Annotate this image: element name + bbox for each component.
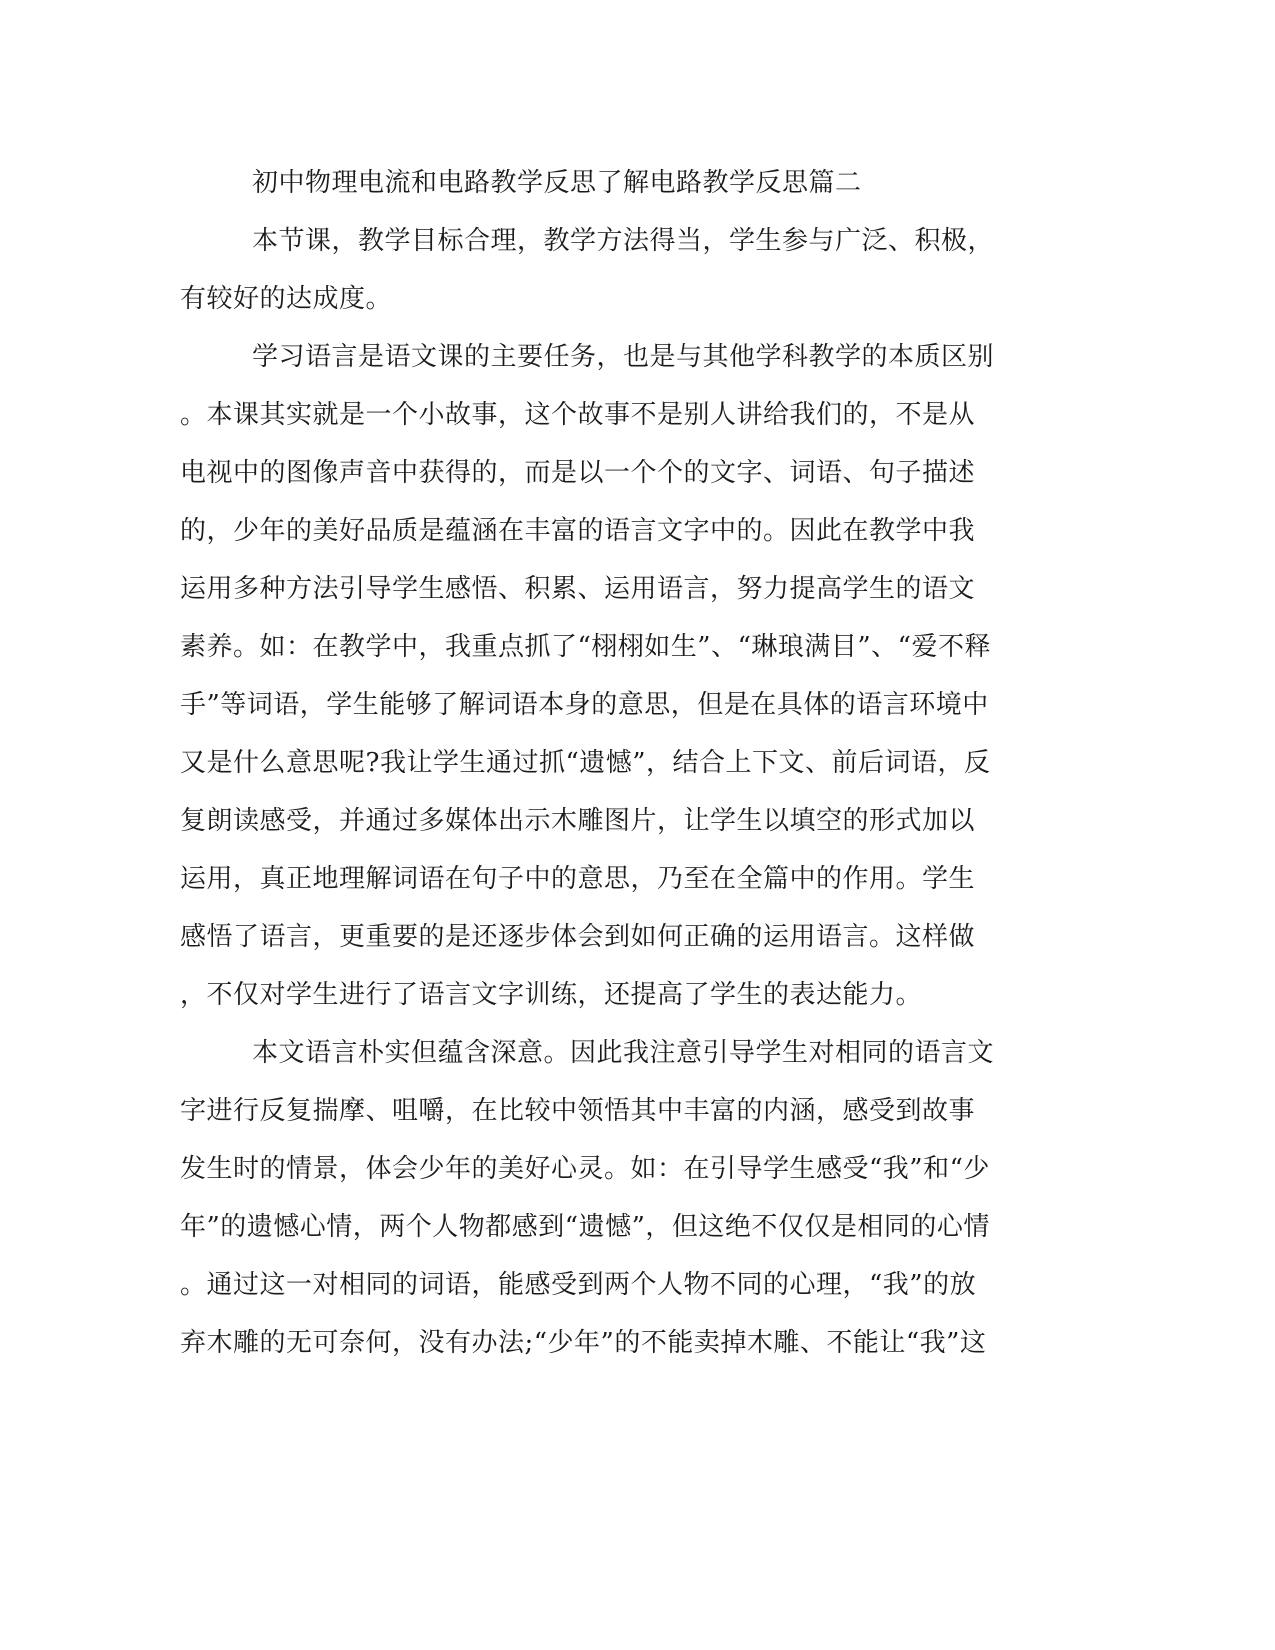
paragraph-line: 本文语言朴实但蕴含深意。因此我注意引导学生对相同的语言文 (252, 1038, 995, 1068)
paragraph-line: 字进行反复揣摩、咀嚼，在比较中领悟其中丰富的内涵，感受到故事 (180, 1096, 976, 1126)
paragraph-line: 运用，真正地理解词语在句子中的意思，乃至在全篇中的作用。学生 (180, 864, 976, 894)
paragraph-line: 。本课其实就是一个小故事，这个故事不是别人讲给我们的，不是从 (180, 400, 976, 430)
paragraph-line: 发生时的情景，体会少年的美好心灵。如：在引导学生感受“我”和“少 (180, 1154, 990, 1184)
paragraph-line: 电视中的图像声音中获得的，而是以一个个的文字、词语、句子描述 (180, 458, 976, 488)
paragraph-line: ，不仅对学生进行了语言文字训练，还提高了学生的表达能力。 (180, 980, 923, 1010)
paragraph-line: 感悟了语言，更重要的是还逐步体会到如何正确的运用语言。这样做 (180, 922, 976, 952)
paragraph-line: 有较好的达成度。 (180, 284, 393, 314)
paragraph-line: 。通过这一对相同的词语，能感受到两个人物不同的心理，“我”的放 (180, 1270, 977, 1300)
paragraph-line: 复朗读感受，并通过多媒体出示木雕图片，让学生以填空的形式加以 (180, 806, 976, 836)
paragraph-line: 又是什么意思呢?我让学生通过抓“遗憾”，结合上下文、前后词语，反 (180, 748, 991, 778)
document-title: 初中物理电流和电路教学反思了解电路教学反思篇二 (252, 168, 862, 198)
paragraph-line: 本节课，教学目标合理，教学方法得当，学生参与广泛、积极， (252, 226, 995, 256)
paragraph-line: 手”等词语，学生能够了解词语本身的意思，但是在具体的语言环境中 (180, 690, 989, 720)
paragraph-line: 弃木雕的无可奈何，没有办法;“少年”的不能卖掉木雕、不能让“我”这 (180, 1328, 987, 1358)
paragraph-line: 运用多种方法引导学生感悟、积累、运用语言，努力提高学生的语文 (180, 574, 976, 604)
paragraph-line: 的，少年的美好品质是蕴涵在丰富的语言文字中的。因此在教学中我 (180, 516, 976, 546)
paragraph-line: 素养。如：在教学中，我重点抓了“栩栩如生”、“琳琅满目”、“爱不释 (180, 632, 991, 662)
paragraph-line: 年”的遗憾心情，两个人物都感到“遗憾”，但这绝不仅仅是相同的心情 (180, 1212, 990, 1242)
paragraph-line: 学习语言是语文课的主要任务，也是与其他学科教学的本质区别 (252, 342, 995, 372)
